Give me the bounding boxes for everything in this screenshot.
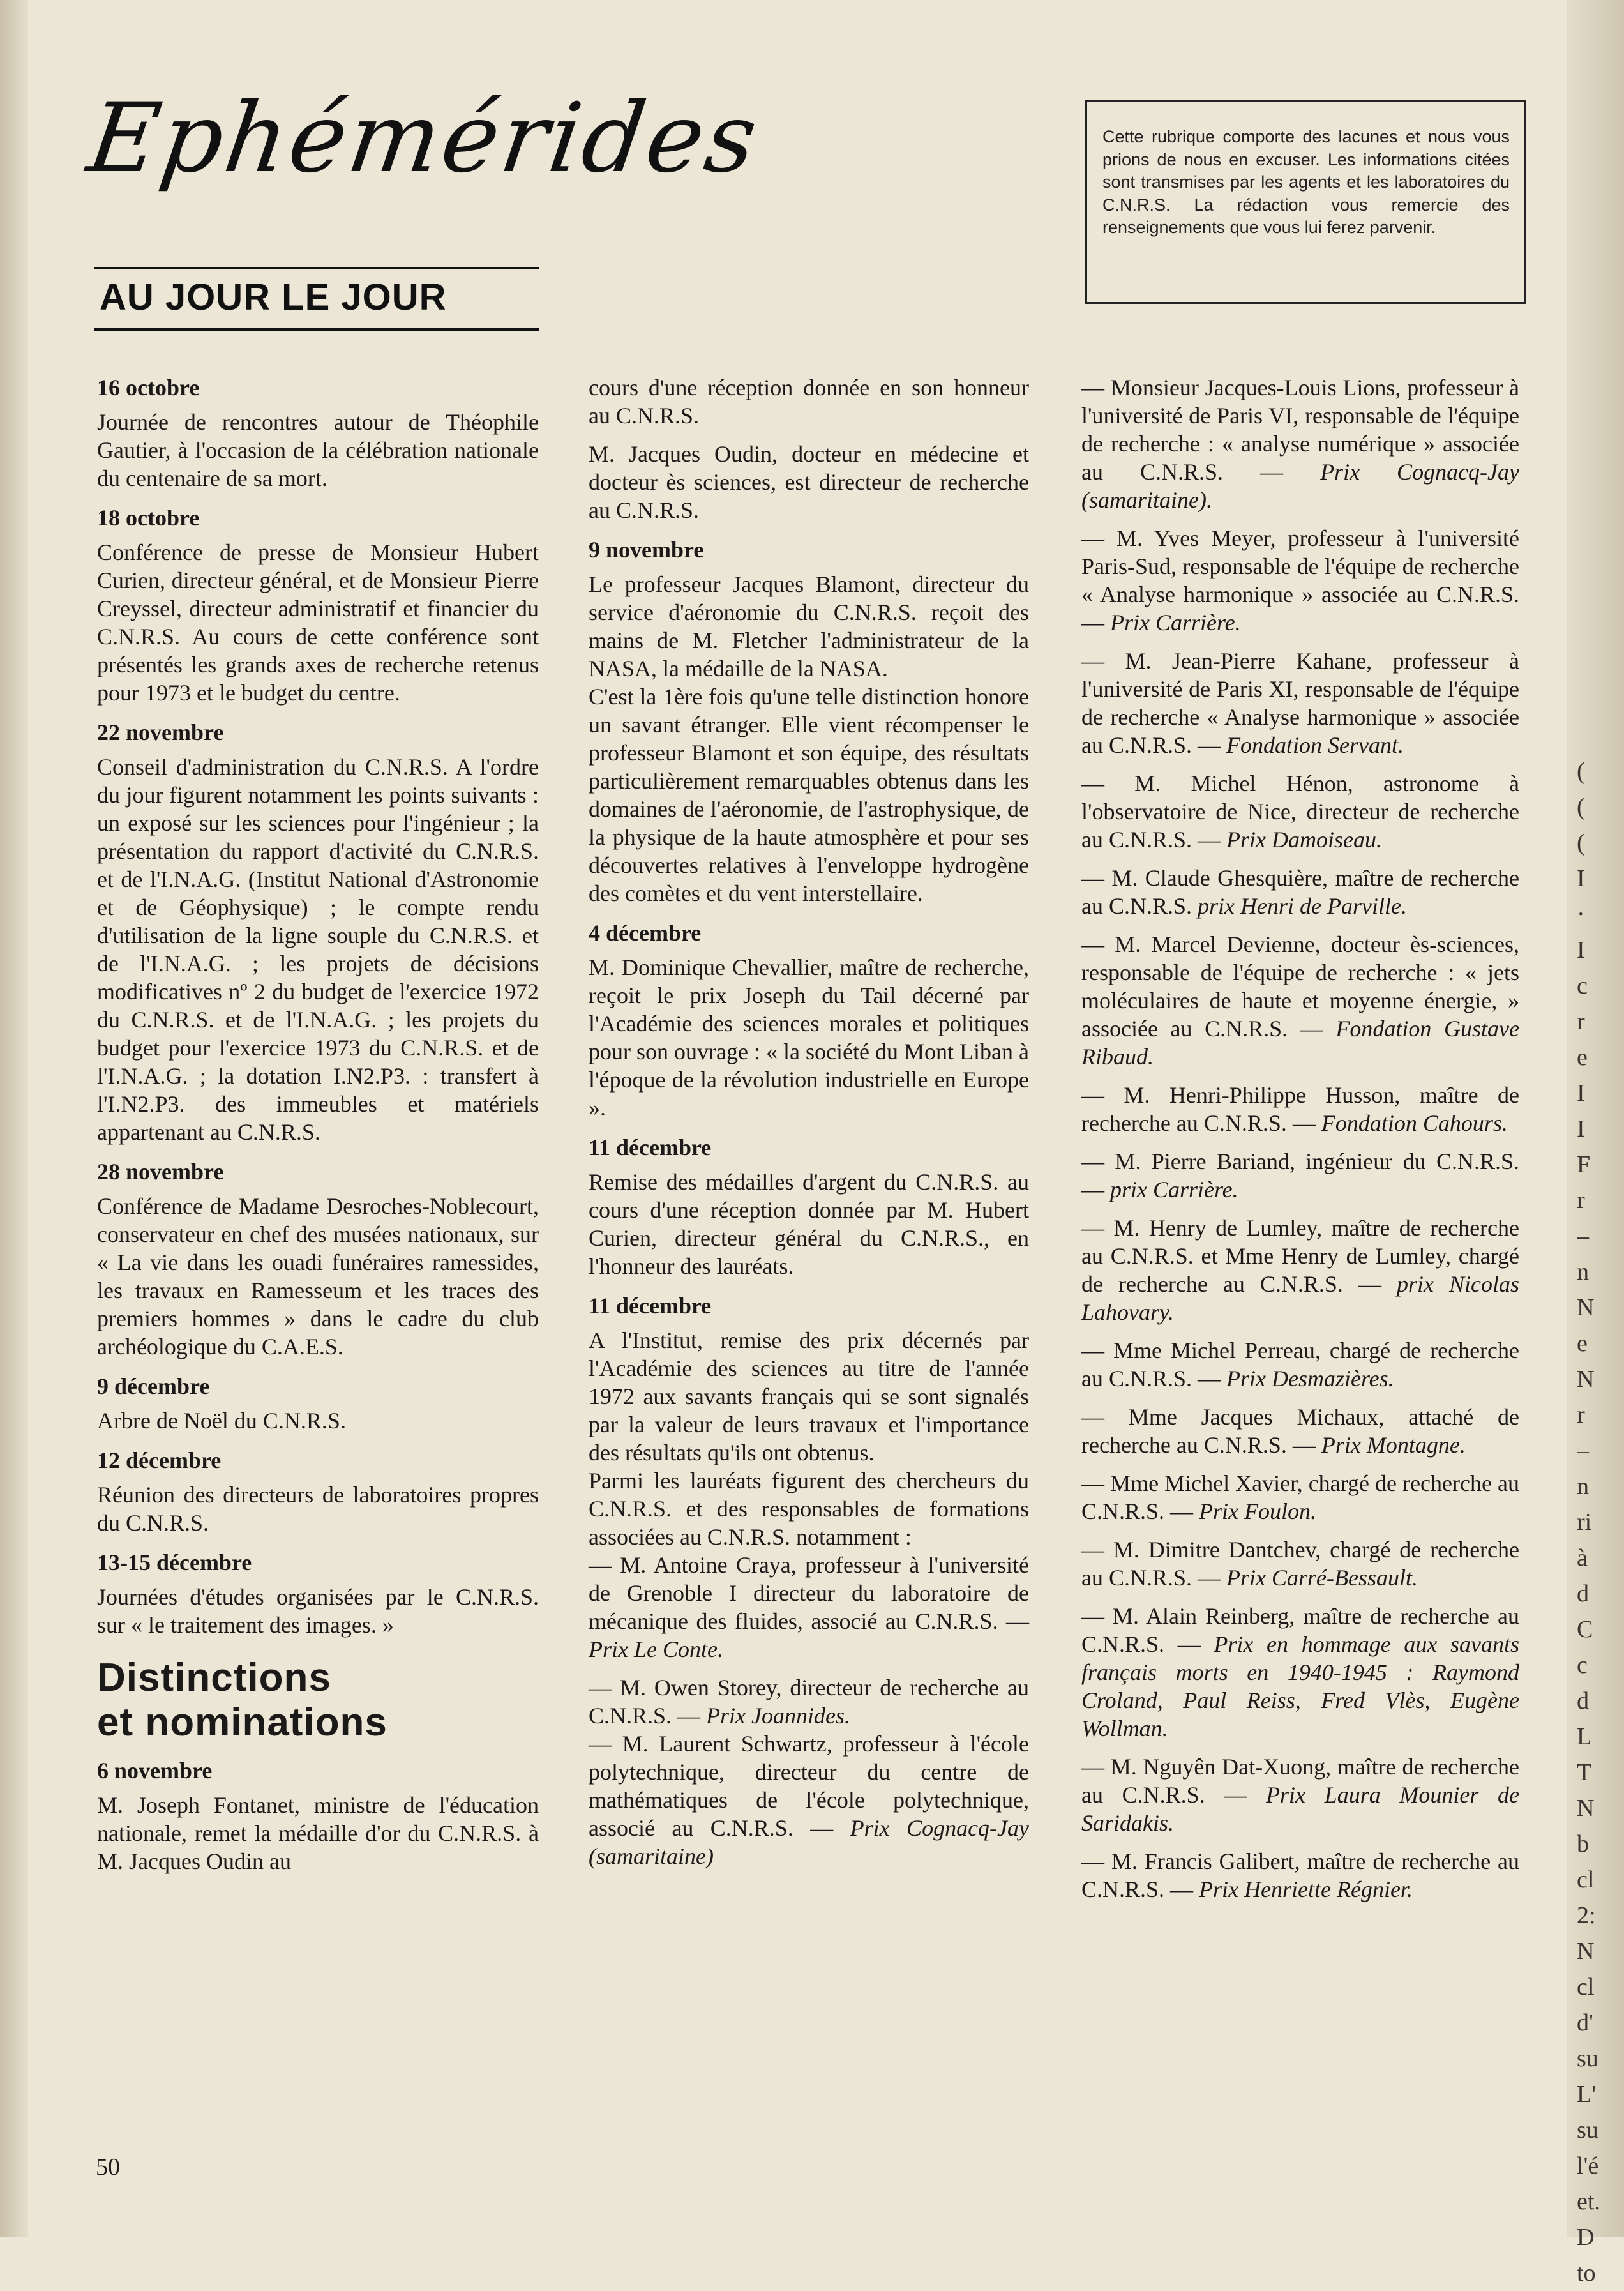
laureate-text: — M. Dimitre Dantchev, chargé de recherche au C.N.R.S. — — [1081, 1537, 1519, 1591]
laureate-entry — [1081, 1147, 1519, 1204]
facing-page-fragment: su — [1577, 2045, 1598, 2072]
entry-text: A l'Institut, remise des prix décernés par l'Académie des sciences au titre de l'année 1972 aux savants français qui se sont signalés par la valeur de leurs travaux et l'importance des résultats qu'ils ont obtenus. — [589, 1327, 1029, 1465]
facing-page-fragment: N — [1577, 1294, 1595, 1321]
facing-page-fragment: F — [1577, 1151, 1591, 1178]
facing-page-fragment: d' — [1577, 2009, 1593, 2036]
column-2 — [589, 374, 1029, 1880]
laureate-text: — M. Henry de Lumley, maître de recherche au C.N.R.S. et Mme Henry de Lumley, chargé de recherche au C.N.R.S. — — [1081, 1215, 1519, 1297]
laureate-text: — M. Claude Ghesquière, maître de recherche au C.N.R.S. — [1081, 865, 1519, 919]
prize-name: Fondation Gustave Ribaud. — [1081, 1016, 1519, 1070]
prize-name: Prix Desmazières. — [1226, 1366, 1394, 1391]
laureate-entry — [1081, 930, 1519, 1071]
entry-text: Arbre de Noël du C.N.R.S. — [97, 1408, 346, 1433]
laureate-entry — [1081, 647, 1519, 759]
prize-name: Prix Foulon. — [1199, 1499, 1317, 1524]
laureate-text: — M. Jean-Pierre Kahane, professeur à l'université de Paris XI, responsable de l'équipe de recherche « Analyse harmonique » associée au C.N.R.S. — — [1081, 648, 1519, 758]
laureate-entry — [1081, 524, 1519, 637]
prize-name: prix Nicolas Lahovary. — [1081, 1271, 1519, 1325]
laureate-entry — [1081, 374, 1519, 514]
facing-page-fragment: N — [1577, 1795, 1595, 1822]
facing-page-fragment: I — [1577, 1115, 1585, 1142]
laureate-text: — Mme Jacques Michaux, attaché de recherche au C.N.R.S. — — [1081, 1404, 1519, 1458]
facing-page-fragment: · — [1577, 901, 1585, 928]
prize-name: Prix Cognacq-Jay (samaritaine). — [1081, 459, 1519, 513]
facing-page-fragment: n — [1577, 1473, 1589, 1500]
facing-page-fragment: ( — [1577, 794, 1585, 820]
facing-page-fragment: n — [1577, 1259, 1589, 1285]
section-title: AU JOUR LE JOUR — [100, 276, 447, 318]
entry-text: Conférence de presse de Monsieur Hubert Curien, directeur général, et de Monsieur Pierre Creyssel, directeur administratif et financier du C.N.R.S. Au cours de cette conférence sont présentés les grands axes de recherche retenus pour 1973 et le budget du centre. — [97, 540, 539, 706]
laureate-entry — [1081, 1214, 1519, 1326]
distinctions-heading-line-2: et nominations — [97, 1700, 387, 1744]
date-heading: 9 décembre — [97, 1373, 210, 1399]
facing-page-fragment: – — [1577, 1437, 1589, 1464]
entry-text: M. Jacques Oudin, docteur en médecine et docteur ès sciences, est directeur de recherche au C.N.R.S. — [589, 441, 1029, 523]
laureate-text: — M. Pierre Bariand, ingénieur du C.N.R.S. — — [1081, 1149, 1519, 1202]
entry-text: Remise des médailles d'argent du C.N.R.S. au cours d'une réception donnée par M. Hubert Curien, directeur général du C.N.R.S., en l'honneur des lauréats. — [589, 1169, 1029, 1279]
page-gutter — [0, 0, 28, 2237]
facing-page-fragment: – — [1577, 1223, 1589, 1250]
laureate-text: — Mme Michel Perreau, chargé de recherche au C.N.R.S. — — [1081, 1338, 1519, 1391]
date-heading: 12 décembre — [97, 1448, 222, 1473]
distinctions-heading-line-1: Distinctions — [97, 1656, 331, 1700]
date-heading: 11 décembre — [589, 1293, 712, 1319]
prize-name: Prix Henriette Régnier. — [1199, 1877, 1413, 1902]
laureate-entry — [589, 1730, 1029, 1870]
facing-page-fragment: cl — [1577, 1974, 1595, 2000]
entry-text: Réunion des directeurs de laboratoires propres du C.N.R.S. — [97, 1482, 539, 1536]
section-rule-top — [94, 267, 539, 269]
laureate-text: — M. Michel Hénon, astronome à l'observatoire de Nice, directeur de recherche au C.N.R.S. — — [1081, 771, 1519, 852]
entry-text: cours d'une réception donnée en son honneur au C.N.R.S. — [589, 375, 1029, 428]
facing-page-fragment: d — [1577, 1580, 1589, 1607]
facing-page-fragment: I — [1577, 865, 1585, 892]
laureate-text: — Mme Michel Xavier, chargé de recherche au C.N.R.S. — — [1081, 1471, 1519, 1524]
distinctions-heading — [97, 1656, 539, 1745]
facing-page-fragment: e — [1577, 1044, 1588, 1071]
facing-page-fragment: b — [1577, 1831, 1589, 1857]
prize-name: Fondation Servant. — [1226, 732, 1404, 758]
column-3 — [1081, 374, 1519, 1914]
entry-text: Parmi les lauréats figurent des chercheurs du C.N.R.S. et des responsables de formations associées au C.N.R.S. notamment : — [589, 1468, 1029, 1550]
laureate-text: — M. Laurent Schwartz, professeur à l'école polytechnique, directeur du centre de mathématiques de l'école polytechnique, associé au C.N.R.S. — — [589, 1731, 1029, 1841]
facing-page-fragment: C — [1577, 1616, 1593, 1643]
prize-name: Prix en hommage aux savants français morts en 1940-1945 : Raymond Croland, Paul Reiss, Fred Vlès, Eugène Wollman. — [1081, 1631, 1519, 1741]
prize-name: prix Henri de Parville. — [1198, 893, 1407, 919]
facing-page-fragment: T — [1577, 1759, 1592, 1786]
facing-page-fragment: r — [1577, 1008, 1585, 1035]
prize-name: Prix Laura Mounier de Saridakis. — [1081, 1782, 1520, 1836]
laureate-entry — [1081, 1081, 1519, 1137]
entry-text: M. Dominique Chevallier, maître de recherche, reçoit le prix Joseph du Tail décerné par l'Académie des sciences morales et politiques pour son ouvrage : « la société du Mont Liban à l'époque de la révolution industrielle en Europe ». — [589, 955, 1029, 1121]
laureate-text: — M. Owen Storey, directeur de recherche au C.N.R.S. — — [589, 1675, 1029, 1728]
laureate-text: — M. Henri-Philippe Husson, maître de recherche au C.N.R.S. — — [1081, 1082, 1519, 1136]
prize-name: Prix Montagne. — [1321, 1432, 1466, 1458]
laureate-text: — Monsieur Jacques-Louis Lions, professeur à l'université de Paris VI, responsable de l'équipe de recherche : « analyse numérique » associée au C.N.R.S. — — [1081, 375, 1519, 485]
laureate-entry — [1081, 769, 1519, 854]
facing-page-fragment: D — [1577, 2224, 1595, 2251]
entry-text: Journée de rencontres autour de Théophile Gautier, à l'occasion de la célébration nationale du centenaire de sa mort. — [97, 409, 539, 491]
laureate-entry — [1081, 1536, 1519, 1592]
date-heading: 11 décembre — [589, 1135, 712, 1160]
facing-page-fragment: cl — [1577, 1866, 1595, 1893]
entry-text: C'est la 1ère fois qu'une telle distinction honore un savant étranger. Elle vient récompenser le professeur Blamont et son équipe, des résultats particulièrement remarquables obtenus dans les domaines de l'aéronomie, de l'astrophysique, de la physique de la haute atmosphère et pour ses découvertes relatives à l'enveloppe hydrogène des comètes et du vent interstellaire. — [589, 684, 1029, 906]
entry-text: Le professeur Jacques Blamont, directeur du service d'aéronomie du C.N.R.S. reçoit des mains de M. Fletcher l'administrateur de la NASA, la médaille de la NASA. — [589, 571, 1029, 681]
facing-page-fragment: I — [1577, 937, 1585, 964]
laureate-entry — [1081, 864, 1519, 920]
laureate-entry — [1081, 1602, 1519, 1743]
entry-text: M. Joseph Fontanet, ministre de l'éducation nationale, remet la médaille d'or du C.N.R.S. à M. Jacques Oudin au — [97, 1792, 539, 1874]
laureate-entry — [1081, 1469, 1519, 1525]
facing-page-fragment: r — [1577, 1187, 1585, 1214]
facing-page-fragment: ( — [1577, 758, 1585, 785]
date-heading: 9 novembre — [589, 537, 704, 563]
facing-page-fragment: r — [1577, 1402, 1585, 1428]
facing-page-fragment: N — [1577, 1366, 1595, 1393]
laureate-text: — M. Antoine Craya, professeur à l'université de Grenoble I directeur du laboratoire de mécanique des fluides, associé au C.N.R.S. — — [589, 1552, 1029, 1634]
entry-text: Conférence de Madame Desroches-Noblecourt, conservateur en chef des musées nationaux, sur « La vie dans les ouadi funéraires ramessides, les travaux en Ramesseum et les traces des premiers hommes » dans le cadre du club archéologique du C.A.E.S. — [97, 1193, 539, 1359]
facing-page-fragment: à — [1577, 1545, 1588, 1571]
facing-page-fragment: N — [1577, 1938, 1595, 1965]
facing-page-fragment: d — [1577, 1688, 1589, 1714]
prize-name: Prix Le Conte. — [589, 1637, 723, 1662]
laureate-entry — [589, 1674, 1029, 1730]
laureate-text: — M. Alain Reinberg, maître de recherche au C.N.R.S. — — [1081, 1603, 1519, 1657]
laureate-entry — [1081, 1336, 1519, 1393]
entry-text: Conseil d'administration du C.N.R.S. A l'ordre du jour figurent notamment les points suivants : un exposé sur les sciences pour l'ingénieur ; la présentation du rapport d'activité du C.N.R.S. et de l'I.N.A.G. (Institut National d'Astronomie et de Géophysique) ; le compte rendu d'utilisation de la ligne souple du C.N.R.S. et de l'I.N.A.G. ; les projets de décisions modificatives nº 2 du budget de l'exercice 1972 du C.N.R.S. et de l'I.N.A.G. ; les projets du budget pour l'exercice 1973 du C.N.R.S. et de l'I.N.A.G. ; la dotation I.N2.P3. : transfert à l'I.N2.P3. des immeubles et matériels appartenant au C.N.R.S. — [97, 754, 539, 1145]
section-rule-bottom — [94, 328, 539, 331]
date-heading: 6 novembre — [97, 1758, 213, 1783]
laureate-text: — M. Francis Galibert, maître de recherche au C.N.R.S. — — [1081, 1849, 1519, 1902]
notice-text: Cette rubrique comporte des lacunes et nous vous prions de nous en excuser. Les informations citées sont transmises par les agents et les laboratoires du C.N.R.S. La rédaction vous remercie des renseignements que vous lui ferez parvenir. — [1102, 127, 1510, 237]
prize-name: Fondation Cahours. — [1321, 1110, 1508, 1136]
facing-page-fragment: ( — [1577, 829, 1585, 856]
prize-name: Prix Carrière. — [1110, 610, 1241, 635]
facing-page-fragment: I — [1577, 1080, 1585, 1107]
date-heading: 13-15 décembre — [97, 1550, 252, 1575]
prize-name: Prix Carré-Bessault. — [1226, 1565, 1418, 1591]
facing-page-fragment: et. — [1577, 2188, 1600, 2215]
facing-page-fragment: su — [1577, 2117, 1598, 2144]
facing-page-fragment: L — [1577, 1723, 1592, 1750]
page-number: 50 — [96, 2154, 120, 2181]
facing-page-fragment: ri — [1577, 1509, 1592, 1536]
date-heading: 18 octobre — [97, 505, 200, 531]
date-heading: 22 novembre — [97, 720, 224, 745]
laureate-entry — [589, 1551, 1029, 1663]
laureate-entry — [1081, 1847, 1519, 1903]
prize-name: Prix Damoiseau. — [1226, 827, 1382, 852]
facing-page-fragment: 2: — [1577, 1902, 1596, 1929]
laureate-entry — [1081, 1753, 1519, 1837]
facing-page-fragment: e — [1577, 1330, 1588, 1357]
facing-page-fragment: l'é — [1577, 2152, 1599, 2179]
facing-page-fragments — [1577, 753, 1624, 2291]
notice-box — [1085, 100, 1526, 304]
prize-name: prix Carrière. — [1110, 1177, 1238, 1202]
laureate-entry — [1081, 1403, 1519, 1459]
facing-page-fragment: L' — [1577, 2081, 1597, 2108]
masthead-ephemerides: Ephémérides — [81, 83, 766, 194]
laureate-text: — M. Nguyên Dat-Xuong, maître de recherche au C.N.R.S. — — [1081, 1754, 1519, 1808]
facing-page-fragment: c — [1577, 1652, 1588, 1679]
laureate-text: — M. Marcel Devienne, docteur ès-sciences, responsable de l'équipe de recherche : « jets moléculaires de haute et moyenne énergie, » associée au C.N.R.S. — — [1081, 932, 1519, 1041]
column-1 — [97, 374, 539, 1886]
date-heading: 28 novembre — [97, 1159, 224, 1184]
prize-name: Prix Cognacq-Jay (samaritaine) — [589, 1815, 1029, 1869]
facing-page-fragment: to — [1577, 2260, 1596, 2287]
date-heading: 4 décembre — [589, 920, 702, 946]
laureate-text: — M. Yves Meyer, professeur à l'université Paris-Sud, responsable de l'équipe de recherche « Analyse harmonique » associée au C.N.R.S. — — [1081, 525, 1519, 635]
date-heading: 16 octobre — [97, 375, 200, 400]
facing-page-fragment: c — [1577, 972, 1588, 999]
entry-text: Journées d'études organisées par le C.N.R.S. sur « le traitement des images. » — [97, 1584, 539, 1638]
prize-name: Prix Joannides. — [706, 1703, 850, 1728]
